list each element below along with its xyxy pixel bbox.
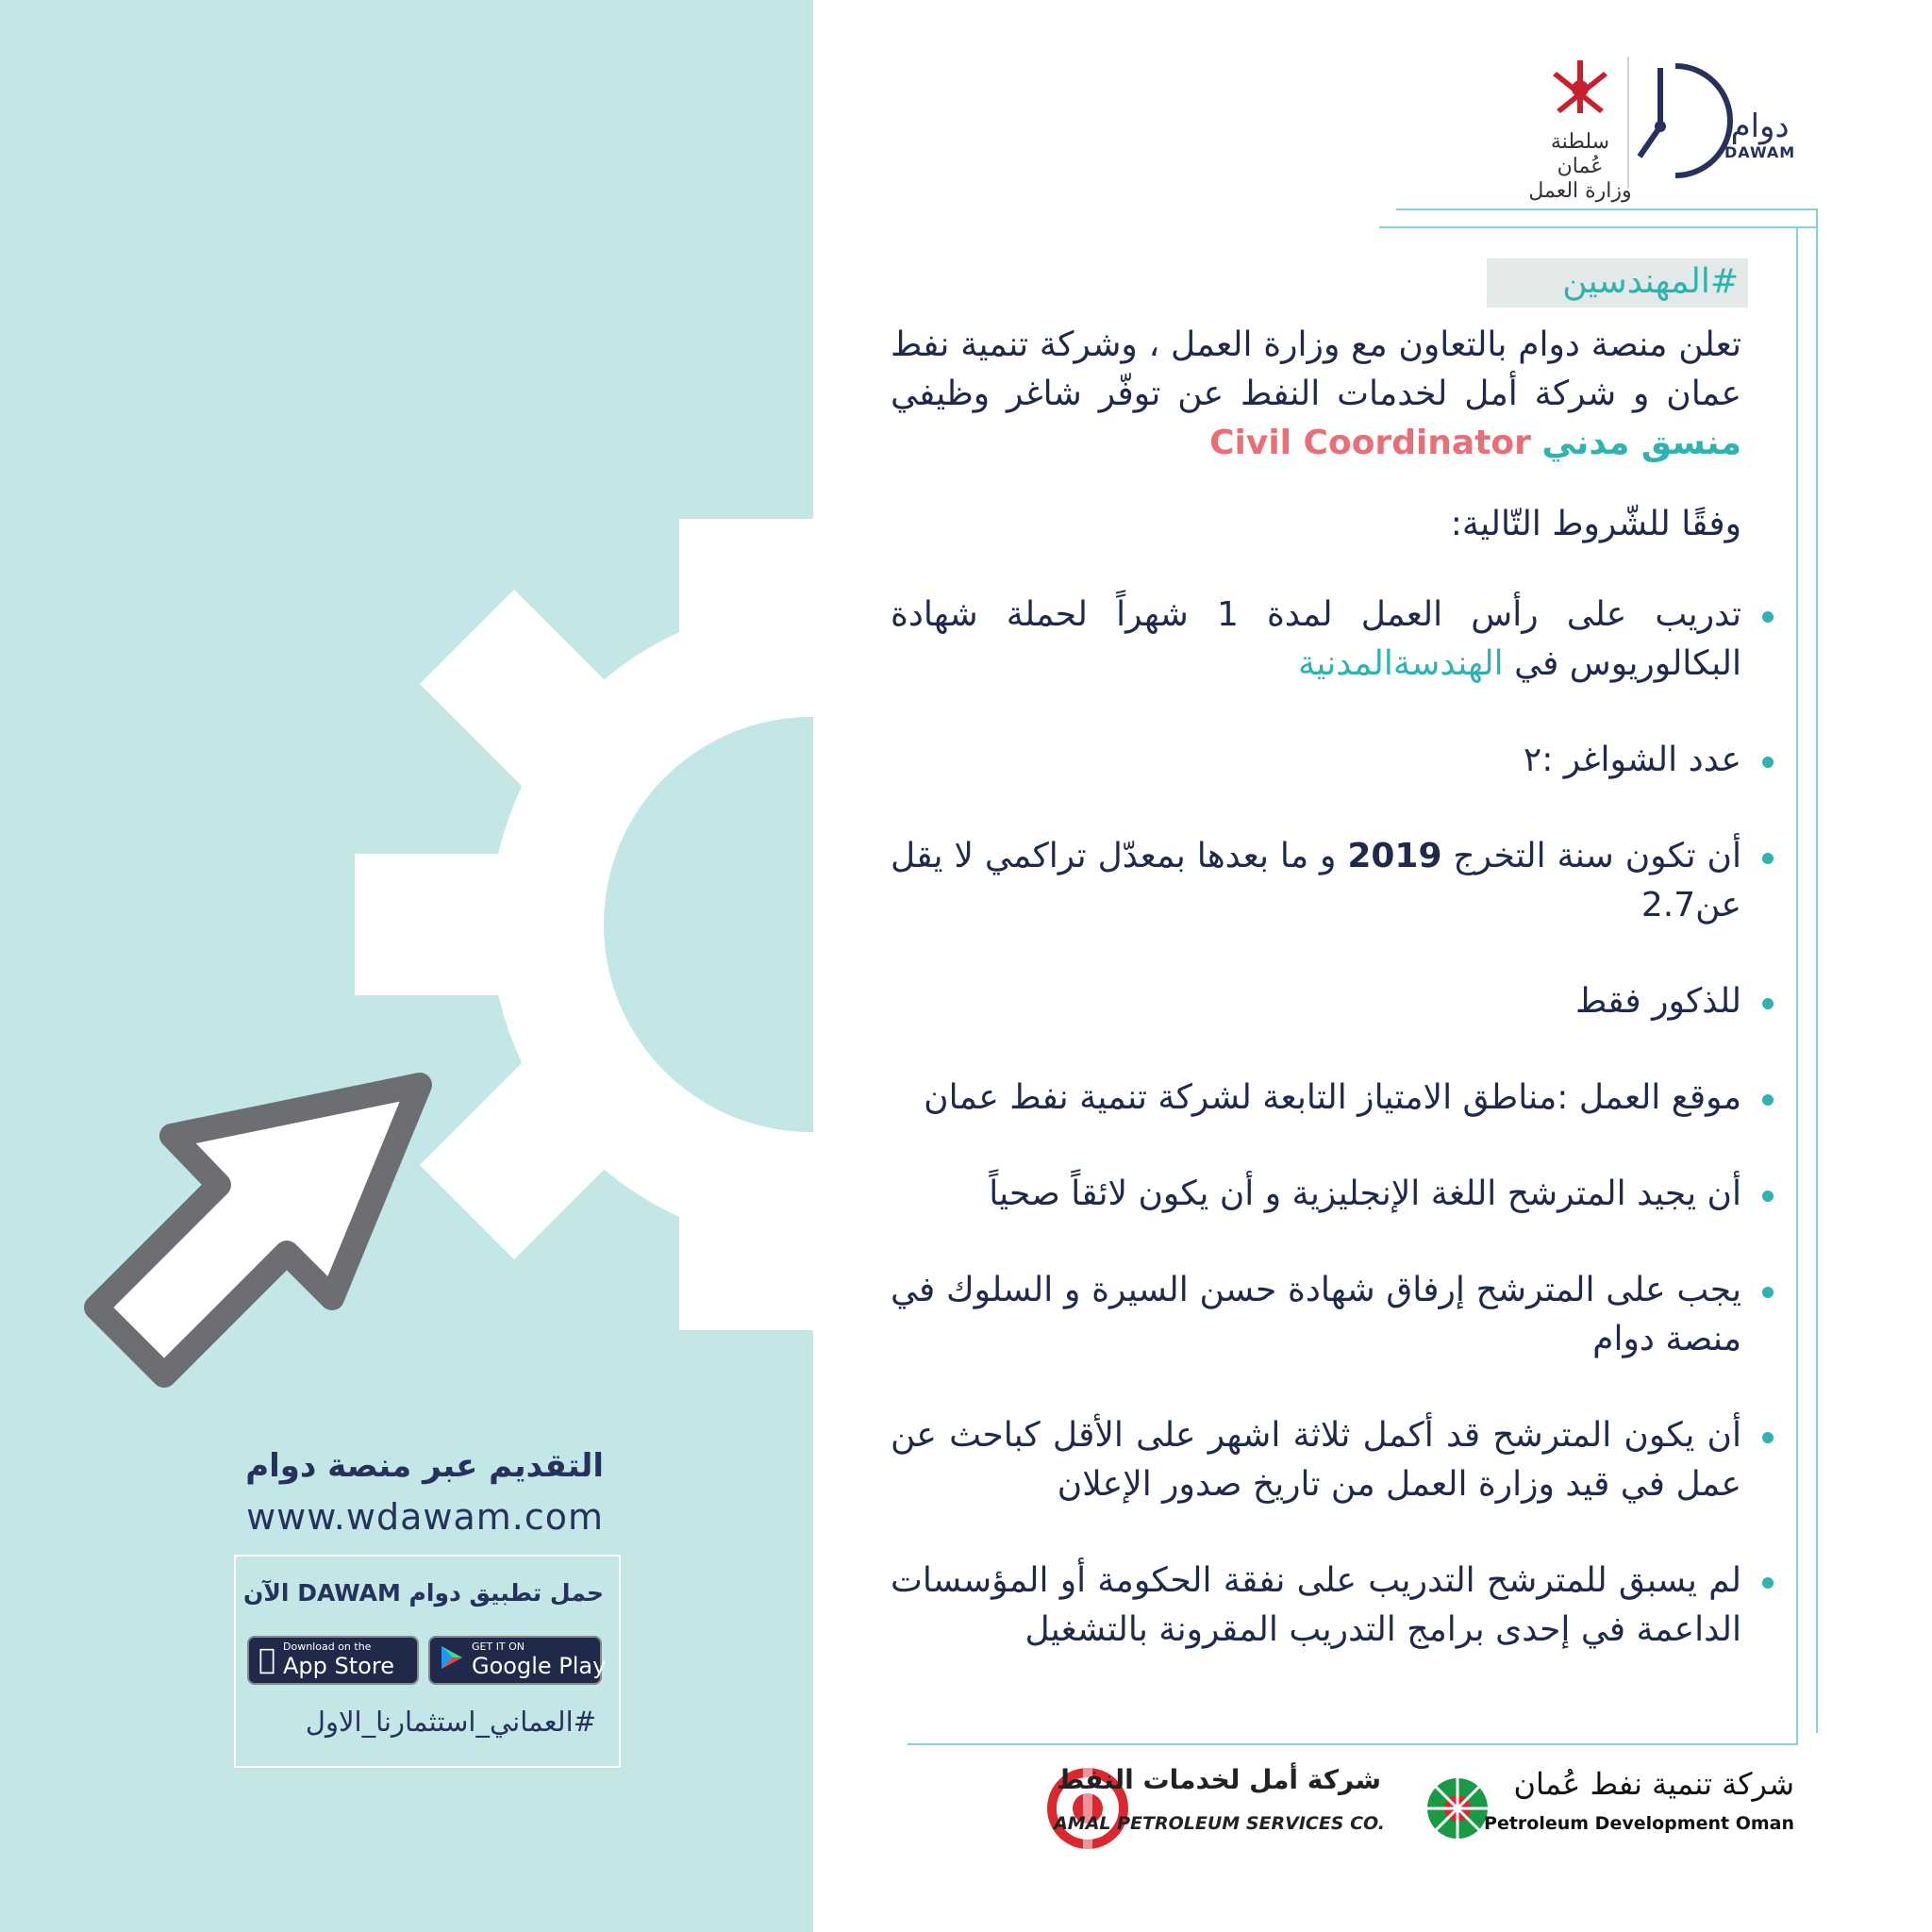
job-title-en: Civil Coordinator (1209, 424, 1531, 462)
list-item: تدريب على رأس العمل لمدة 1 شهراً لحملة شهادة البكالوريوس في الهندسةالمدنية (891, 591, 1741, 689)
amal-logo: شركة أمل لخدمات النفط AMAL PETROLEUM SERVICES CO. (1045, 1762, 1389, 1855)
bullet-icon (1762, 1094, 1774, 1106)
apply-block (226, 1443, 604, 1545)
app-cta-text: حمل تطبيق دوام DAWAM الآن (242, 1579, 604, 1607)
frame-line (1816, 208, 1818, 1733)
googleplay-big-label: Google Play (472, 1653, 607, 1679)
list-item: عدد الشواغر :٢ (891, 736, 1741, 785)
bullet-icon (1762, 1577, 1774, 1589)
bullet-icon (1762, 853, 1774, 864)
job-title-ar: منسق مدني (1541, 424, 1741, 462)
bullet-icon (1762, 1432, 1774, 1443)
bullet-icon (1762, 611, 1774, 623)
pdo-logo: شركة تنمية نفط عُمان Petroleum Development Oman (1424, 1766, 1802, 1851)
list-item: للذكور فقط (891, 977, 1741, 1026)
dawam-logo: دوام DAWAM (1724, 108, 1796, 161)
list-item: لم يسبق للمترشح التدريب على نفقة الحكومة أو المؤسسات الداعمة في إحدى برامج التدريب المقرونة بالتشغيل (891, 1557, 1741, 1655)
apple-icon (258, 1646, 275, 1674)
bullet-icon (1762, 757, 1774, 768)
header-logos (1509, 53, 1796, 203)
bullet-icon (1762, 1287, 1774, 1298)
list-item: يجب على المترشح إرفاق شهادة حسن السيرة و السلوك في منصة دوام (891, 1266, 1741, 1364)
announcement-content (891, 321, 1741, 1702)
hashtag-box (1487, 258, 1748, 308)
apply-title: التقديم عبر منصة دوام (245, 1447, 604, 1485)
googleplay-small-label: GET IT ON (472, 1641, 525, 1653)
intro-paragraph: تعلن منصة دوام بالتعاون مع وزارة العمل ، وشركة تنمية نفط عمان و شركة أمل لخدمات النفط عن توفّر شاغر وظيفي منسق مدني Civil Coordinator (891, 325, 1741, 462)
frame-line (1379, 226, 1816, 228)
app-store-button[interactable] (247, 1636, 419, 1685)
appstore-small-label: Download on the (266, 1641, 355, 1653)
list-item: أن يجيد المترشح اللغة الإنجليزية و أن يكون لائقاً صحياً (891, 1170, 1741, 1219)
list-item: موقع العمل :مناطق الامتياز التابعة لشركة تنمية نفط عمان (891, 1074, 1741, 1123)
frame-line (1796, 226, 1798, 1743)
ministry-text: سلطنة عُمان وزارة العمل (1528, 130, 1632, 203)
conditions-heading: وفقًا للشّروط التّالية: (1450, 505, 1741, 543)
bullet-icon (1762, 998, 1774, 1009)
play-icon (440, 1644, 464, 1676)
left-panel (0, 0, 813, 1932)
frame-line (908, 1743, 1798, 1745)
campaign-hashtag[interactable]: #العماني_استثمارنا_الاول (305, 1706, 596, 1738)
requirements-list (891, 591, 1741, 1655)
list-item: أن يكون المترشح قد أكمل ثلاثة اشهر على الأقل كباحث عن عمل في قيد وزارة العمل من تاريخ صدور الإعلان (891, 1411, 1741, 1509)
frame-line (1396, 208, 1816, 210)
cursor-arrow-icon (96, 1085, 420, 1375)
appstore-big-label: App Store (266, 1653, 377, 1679)
bullet-icon (1762, 1191, 1774, 1202)
google-play-button[interactable] (428, 1636, 607, 1685)
engineers-hashtag[interactable]: #المهندسين (1562, 262, 1739, 301)
pdo-emblem-icon (1424, 1775, 1491, 1841)
apply-url-link[interactable]: www.wdawam.com (246, 1496, 604, 1538)
app-download-box (234, 1555, 621, 1768)
list-item: أن تكون سنة التخرج 2019 و ما بعدها بمعدّل تراكمي لا يقل عن2.7 (891, 832, 1741, 930)
